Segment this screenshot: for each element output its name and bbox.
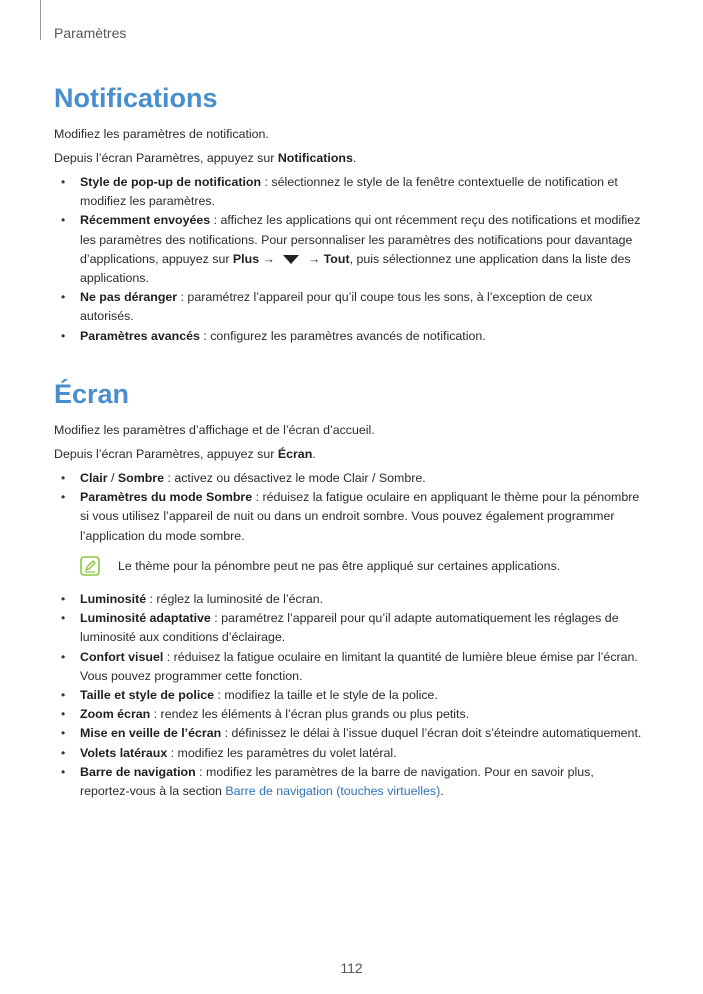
list-item <box>54 469 644 488</box>
list-item <box>54 686 644 705</box>
tout-label: Tout <box>323 251 350 266</box>
path-suffix: . <box>352 151 357 165</box>
path-target: Notifications <box>277 151 353 165</box>
section-header: Paramètres <box>54 25 127 41</box>
item-sep: / <box>107 471 118 485</box>
bullet: • <box>61 649 66 664</box>
list-item <box>54 744 644 763</box>
item-text: Vous pouvez programmer cette fonction. <box>80 668 303 683</box>
item-term: Paramètres avancés <box>80 328 200 343</box>
list-item <box>54 211 644 288</box>
list-item <box>54 763 644 801</box>
item-term: Taille et style de police <box>80 688 215 703</box>
notifications-intro: Modifiez les paramètres de notification. <box>54 127 269 141</box>
item-term: Mise en veille de l’écran <box>80 726 222 741</box>
plus-label: Plus <box>232 251 260 266</box>
item-term: Volets latéraux <box>80 745 168 760</box>
list-item <box>54 327 644 346</box>
list-item <box>54 488 644 546</box>
ecran-list-a <box>54 469 644 546</box>
item-term: Ne pas déranger <box>80 290 178 305</box>
bullet: • <box>61 707 66 722</box>
item-text: les paramètres des notifications. Pour personnaliser les paramètres des notifications pour davantage <box>80 232 633 247</box>
bullet: • <box>61 290 66 305</box>
list-item <box>54 609 644 647</box>
item-term: Paramètres du mode Sombre <box>80 490 253 505</box>
item-text: : modifiez la taille et le style de la police. <box>214 688 438 703</box>
header-rule <box>40 0 41 40</box>
item-text: , puis sélectionnez une application dans la liste des <box>349 251 631 266</box>
notifications-title: Notifications <box>54 83 218 113</box>
ecran-intro: Modifiez les paramètres d’affichage et de l’écran d’accueil. <box>54 423 375 437</box>
note-text: Le thème pour la pénombre peut ne pas être appliqué sur certaines applications. <box>118 559 561 573</box>
list-item <box>54 724 644 743</box>
item-text: reportez-vous à la section <box>80 784 226 799</box>
list-item <box>54 648 644 686</box>
item-term: Luminosité <box>80 592 147 606</box>
dropdown-triangle-icon <box>283 255 299 264</box>
item-text: : affichez les applications qui ont récemment reçu des notifications et modifiez <box>210 213 641 228</box>
path-suffix: . <box>312 447 316 461</box>
item-text: : paramétrez l’appareil pour qu’il adapte automatiquement les réglages de <box>210 611 619 626</box>
item-text: : réduisez la fatigue oculaire en appliquant le thème pour la pénombre <box>252 490 640 505</box>
notifications-path <box>54 150 356 166</box>
bullet: • <box>61 471 66 485</box>
bullet: • <box>61 611 66 626</box>
bullet: • <box>61 688 66 703</box>
item-text: : sélectionnez le style de la fenêtre contextuelle de notification et <box>261 175 618 189</box>
item-text: : paramétrez l’appareil pour qu’il coupe tous les sons, à l’exception de ceux autorisés. <box>80 290 593 324</box>
ecran-list-b <box>54 590 644 801</box>
arrow: → <box>304 251 324 266</box>
item-term: Zoom écran <box>80 707 151 722</box>
bullet: • <box>61 213 66 228</box>
note-pencil-icon <box>80 556 100 576</box>
item-text: l’application du mode sombre. <box>80 528 245 543</box>
item-text: : modifiez les paramètres du volet latéral. <box>167 745 397 760</box>
bullet: • <box>61 175 66 189</box>
path-target: Écran <box>277 447 313 461</box>
item-term: Sombre <box>117 471 165 485</box>
item-text: : modifiez les paramètres de la barre de navigation. Pour en savoir plus, <box>195 764 594 779</box>
item-text: : réglez la luminosité de l’écran. <box>146 592 324 606</box>
list-item <box>54 288 644 326</box>
item-text: applications. <box>80 271 149 286</box>
arrow: → <box>259 251 279 266</box>
item-text: si vous utilisez l’appareil de nuit ou dans un endroit sombre. Vous pouvez également programmer <box>80 509 615 524</box>
item-term: Récemment envoyées <box>80 213 211 228</box>
path-prefix: Depuis l’écran Paramètres, appuyez sur <box>54 447 278 461</box>
item-term: Clair <box>80 471 108 485</box>
page-number: 112 <box>340 960 363 976</box>
list-item <box>54 705 644 724</box>
item-text: : définissez le délai à l’issue duquel l’écran doit s’éteindre automatiquement. <box>221 726 642 741</box>
item-text: modifiez les paramètres. <box>80 194 215 209</box>
bullet: • <box>61 764 66 779</box>
path-prefix: Depuis l’écran Paramètres, appuyez sur <box>54 151 278 165</box>
item-text: : activez ou désactivez le mode Clair / Sombre. <box>164 471 426 485</box>
notifications-list <box>54 173 644 346</box>
bullet: • <box>61 726 66 741</box>
item-term: Style de pop-up de notification <box>80 175 262 189</box>
item-text: . <box>440 784 444 799</box>
item-text: : configurez les paramètres avancés de notification. <box>199 328 486 343</box>
item-text: d’applications, appuyez sur <box>80 251 233 266</box>
ecran-title: Écran <box>54 379 130 409</box>
item-text: luminosité aux conditions d’éclairage. <box>80 630 286 645</box>
item-term: Confort visuel <box>80 649 164 664</box>
ecran-path <box>54 446 316 462</box>
list-item <box>54 173 644 211</box>
item-text: : réduisez la fatigue oculaire en limitant la quantité de lumière bleue émise par l’écran. <box>163 649 638 664</box>
list-item <box>54 590 644 609</box>
bullet: • <box>61 490 66 505</box>
item-text: : rendez les éléments à l’écran plus grands ou plus petits. <box>150 707 470 722</box>
bullet: • <box>61 745 66 760</box>
item-term: Barre de navigation <box>80 764 196 779</box>
bullet: • <box>61 328 66 343</box>
item-term: Luminosité adaptative <box>80 611 211 626</box>
navigation-bar-link[interactable]: Barre de navigation (touches virtuelles) <box>225 784 441 799</box>
bullet: • <box>61 592 66 606</box>
note-box <box>80 556 640 580</box>
